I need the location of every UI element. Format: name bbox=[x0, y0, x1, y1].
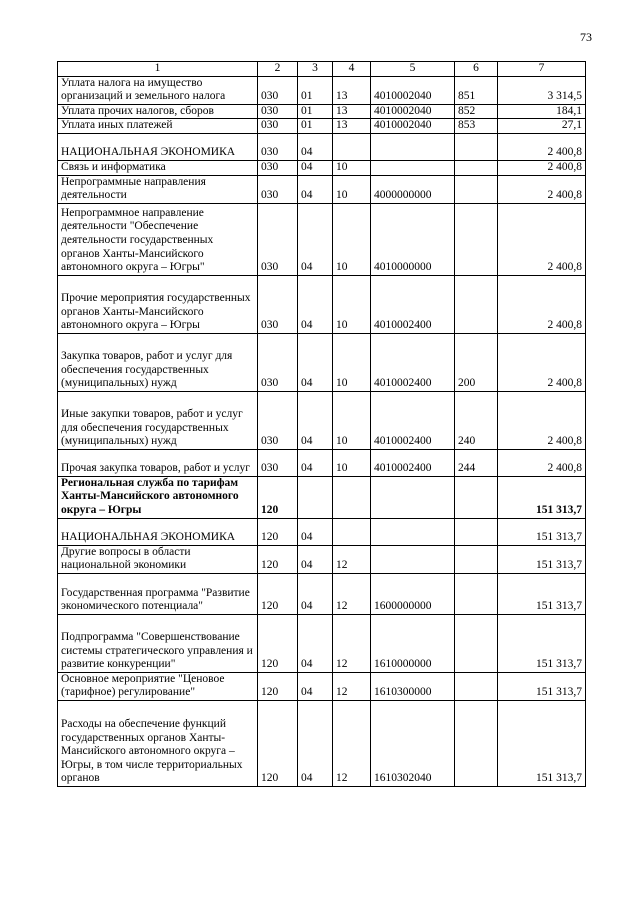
target-article-cell: 4010002400 bbox=[371, 391, 455, 449]
table-row bbox=[58, 104, 586, 119]
subsection-cell: 10 bbox=[333, 160, 371, 175]
target-article-cell: 4010002400 bbox=[371, 333, 455, 391]
page-number: 73 bbox=[580, 30, 592, 44]
row-name-cell: НАЦИОНАЛЬНАЯ ЭКОНОМИКА bbox=[58, 133, 258, 160]
row-name-cell: Другие вопросы в области национальной экономики bbox=[58, 545, 258, 573]
subsection-cell: 12 bbox=[333, 700, 371, 786]
table-row bbox=[58, 203, 586, 275]
subsection-cell: 12 bbox=[333, 545, 371, 573]
admin-code-cell: 120 bbox=[258, 545, 298, 573]
budget-table bbox=[57, 61, 586, 787]
row-name-cell: Прочие мероприятия государственных органов Ханты-Мансийского автономного округа – Югры bbox=[58, 275, 258, 333]
amount-cell: 2 400,8 bbox=[498, 160, 586, 175]
row-name-cell: Уплата иных платежей bbox=[58, 119, 258, 134]
expense-type-cell: 244 bbox=[455, 449, 498, 476]
target-article-cell bbox=[371, 518, 455, 545]
expense-type-cell bbox=[455, 175, 498, 203]
table-row bbox=[58, 700, 586, 786]
amount-cell: 2 400,8 bbox=[498, 175, 586, 203]
admin-code-cell: 030 bbox=[258, 160, 298, 175]
header-cell: 3 bbox=[298, 62, 333, 77]
target-article-cell: 4010000000 bbox=[371, 203, 455, 275]
subsection-cell: 12 bbox=[333, 573, 371, 614]
target-article-cell: 4010002400 bbox=[371, 275, 455, 333]
table-row bbox=[58, 573, 586, 614]
table-row bbox=[58, 545, 586, 573]
row-name-cell: Непрограммное направление деятельности "Обеспечение деятельности государственных органов Ханты-Мансийского автономного округа – Югры" bbox=[58, 203, 258, 275]
amount-cell: 151 313,7 bbox=[498, 476, 586, 518]
amount-cell: 27,1 bbox=[498, 119, 586, 134]
row-name-cell: Связь и информатика bbox=[58, 160, 258, 175]
row-name-cell: Расходы на обеспечение функций государственных органов Ханты-Мансийского автономного округа – Югры, в том числе территориальных органов bbox=[58, 700, 258, 786]
section-cell: 04 bbox=[298, 700, 333, 786]
admin-code-cell: 030 bbox=[258, 203, 298, 275]
header-cell: 5 bbox=[371, 62, 455, 77]
expense-type-cell bbox=[455, 573, 498, 614]
row-name-cell: Уплата налога на имущество организаций и земельного налога bbox=[58, 76, 258, 104]
admin-code-cell: 120 bbox=[258, 573, 298, 614]
section-cell: 04 bbox=[298, 333, 333, 391]
section-cell: 04 bbox=[298, 449, 333, 476]
expense-type-cell: 240 bbox=[455, 391, 498, 449]
section-cell: 01 bbox=[298, 76, 333, 104]
expense-type-cell: 200 bbox=[455, 333, 498, 391]
row-name-cell: Региональная служба по тарифам Ханты-Мансийского автономного округа – Югры bbox=[58, 476, 258, 518]
table-row bbox=[58, 672, 586, 700]
amount-cell: 151 313,7 bbox=[498, 545, 586, 573]
expense-type-cell bbox=[455, 545, 498, 573]
amount-cell: 151 313,7 bbox=[498, 672, 586, 700]
expense-type-cell: 852 bbox=[455, 104, 498, 119]
amount-cell: 3 314,5 bbox=[498, 76, 586, 104]
subsection-cell: 10 bbox=[333, 175, 371, 203]
subsection-cell: 13 bbox=[333, 119, 371, 134]
table-row bbox=[58, 175, 586, 203]
table-row bbox=[58, 333, 586, 391]
row-name-cell: Подпрограмма "Совершенствование системы стратегического управления и развитие конкуренции" bbox=[58, 614, 258, 672]
amount-cell: 151 313,7 bbox=[498, 518, 586, 545]
admin-code-cell: 030 bbox=[258, 391, 298, 449]
admin-code-cell: 030 bbox=[258, 275, 298, 333]
section-cell: 01 bbox=[298, 119, 333, 134]
amount-cell: 2 400,8 bbox=[498, 133, 586, 160]
row-name-cell: Непрограммные направления деятельности bbox=[58, 175, 258, 203]
table-row bbox=[58, 614, 586, 672]
admin-code-cell: 030 bbox=[258, 333, 298, 391]
expense-type-cell bbox=[455, 476, 498, 518]
subsection-cell bbox=[333, 518, 371, 545]
target-article-cell bbox=[371, 133, 455, 160]
target-article-cell: 1610300000 bbox=[371, 672, 455, 700]
section-cell: 04 bbox=[298, 160, 333, 175]
expense-type-cell bbox=[455, 275, 498, 333]
subsection-cell bbox=[333, 476, 371, 518]
subsection-cell bbox=[333, 133, 371, 160]
subsection-cell: 10 bbox=[333, 275, 371, 333]
expense-type-cell: 853 bbox=[455, 119, 498, 134]
row-name-cell: НАЦИОНАЛЬНАЯ ЭКОНОМИКА bbox=[58, 518, 258, 545]
admin-code-cell: 120 bbox=[258, 476, 298, 518]
amount-cell: 151 313,7 bbox=[498, 573, 586, 614]
target-article-cell: 1610302040 bbox=[371, 700, 455, 786]
target-article-cell bbox=[371, 545, 455, 573]
table-row bbox=[58, 119, 586, 134]
row-name-cell: Иные закупки товаров, работ и услуг для обеспечения государственных (муниципальных) нужд bbox=[58, 391, 258, 449]
amount-cell: 184,1 bbox=[498, 104, 586, 119]
admin-code-cell: 120 bbox=[258, 700, 298, 786]
expense-type-cell: 851 bbox=[455, 76, 498, 104]
subsection-cell: 10 bbox=[333, 391, 371, 449]
row-name-cell: Прочая закупка товаров, работ и услуг bbox=[58, 449, 258, 476]
table-row bbox=[58, 160, 586, 175]
target-article-cell: 4010002400 bbox=[371, 449, 455, 476]
expense-type-cell bbox=[455, 700, 498, 786]
subsection-cell: 12 bbox=[333, 614, 371, 672]
admin-code-cell: 030 bbox=[258, 104, 298, 119]
amount-cell: 2 400,8 bbox=[498, 203, 586, 275]
expense-type-cell bbox=[455, 133, 498, 160]
expense-type-cell bbox=[455, 672, 498, 700]
table-row bbox=[58, 449, 586, 476]
admin-code-cell: 120 bbox=[258, 614, 298, 672]
table-row bbox=[58, 133, 586, 160]
target-article-cell bbox=[371, 476, 455, 518]
target-article-cell: 1600000000 bbox=[371, 573, 455, 614]
subsection-cell: 10 bbox=[333, 333, 371, 391]
section-cell bbox=[298, 476, 333, 518]
subsection-cell: 10 bbox=[333, 449, 371, 476]
section-cell: 04 bbox=[298, 133, 333, 160]
amount-cell: 2 400,8 bbox=[498, 333, 586, 391]
target-article-cell: 4010002040 bbox=[371, 119, 455, 134]
table-row bbox=[58, 275, 586, 333]
header-cell: 7 bbox=[498, 62, 586, 77]
expense-type-cell bbox=[455, 518, 498, 545]
amount-cell: 151 313,7 bbox=[498, 614, 586, 672]
section-cell: 04 bbox=[298, 391, 333, 449]
table-row bbox=[58, 476, 586, 518]
section-cell: 04 bbox=[298, 275, 333, 333]
header-cell: 1 bbox=[58, 62, 258, 77]
target-article-cell: 4010002040 bbox=[371, 76, 455, 104]
target-article-cell: 1610000000 bbox=[371, 614, 455, 672]
subsection-cell: 13 bbox=[333, 104, 371, 119]
table-row bbox=[58, 391, 586, 449]
target-article-cell: 4000000000 bbox=[371, 175, 455, 203]
header-cell: 6 bbox=[455, 62, 498, 77]
section-cell: 04 bbox=[298, 614, 333, 672]
section-cell: 01 bbox=[298, 104, 333, 119]
section-cell: 04 bbox=[298, 175, 333, 203]
section-cell: 04 bbox=[298, 518, 333, 545]
expense-type-cell bbox=[455, 614, 498, 672]
admin-code-cell: 030 bbox=[258, 133, 298, 160]
expense-type-cell bbox=[455, 160, 498, 175]
expense-type-cell bbox=[455, 203, 498, 275]
amount-cell: 151 313,7 bbox=[498, 700, 586, 786]
header-cell: 2 bbox=[258, 62, 298, 77]
amount-cell: 2 400,8 bbox=[498, 275, 586, 333]
subsection-cell: 12 bbox=[333, 672, 371, 700]
section-cell: 04 bbox=[298, 672, 333, 700]
row-name-cell: Закупка товаров, работ и услуг для обеспечения государственных (муниципальных) нужд bbox=[58, 333, 258, 391]
subsection-cell: 13 bbox=[333, 76, 371, 104]
header-cell: 4 bbox=[333, 62, 371, 77]
table-row bbox=[58, 518, 586, 545]
admin-code-cell: 030 bbox=[258, 449, 298, 476]
admin-code-cell: 030 bbox=[258, 119, 298, 134]
admin-code-cell: 030 bbox=[258, 175, 298, 203]
amount-cell: 2 400,8 bbox=[498, 391, 586, 449]
row-name-cell: Государственная программа "Развитие экономического потенциала" bbox=[58, 573, 258, 614]
admin-code-cell: 120 bbox=[258, 672, 298, 700]
row-name-cell: Основное мероприятие "Ценовое (тарифное) регулирование" bbox=[58, 672, 258, 700]
section-cell: 04 bbox=[298, 203, 333, 275]
section-cell: 04 bbox=[298, 545, 333, 573]
table-header-row bbox=[58, 62, 586, 77]
section-cell: 04 bbox=[298, 573, 333, 614]
row-name-cell: Уплата прочих налогов, сборов bbox=[58, 104, 258, 119]
target-article-cell bbox=[371, 160, 455, 175]
target-article-cell: 4010002040 bbox=[371, 104, 455, 119]
admin-code-cell: 030 bbox=[258, 76, 298, 104]
admin-code-cell: 120 bbox=[258, 518, 298, 545]
table-row bbox=[58, 76, 586, 104]
subsection-cell: 10 bbox=[333, 203, 371, 275]
amount-cell: 2 400,8 bbox=[498, 449, 586, 476]
